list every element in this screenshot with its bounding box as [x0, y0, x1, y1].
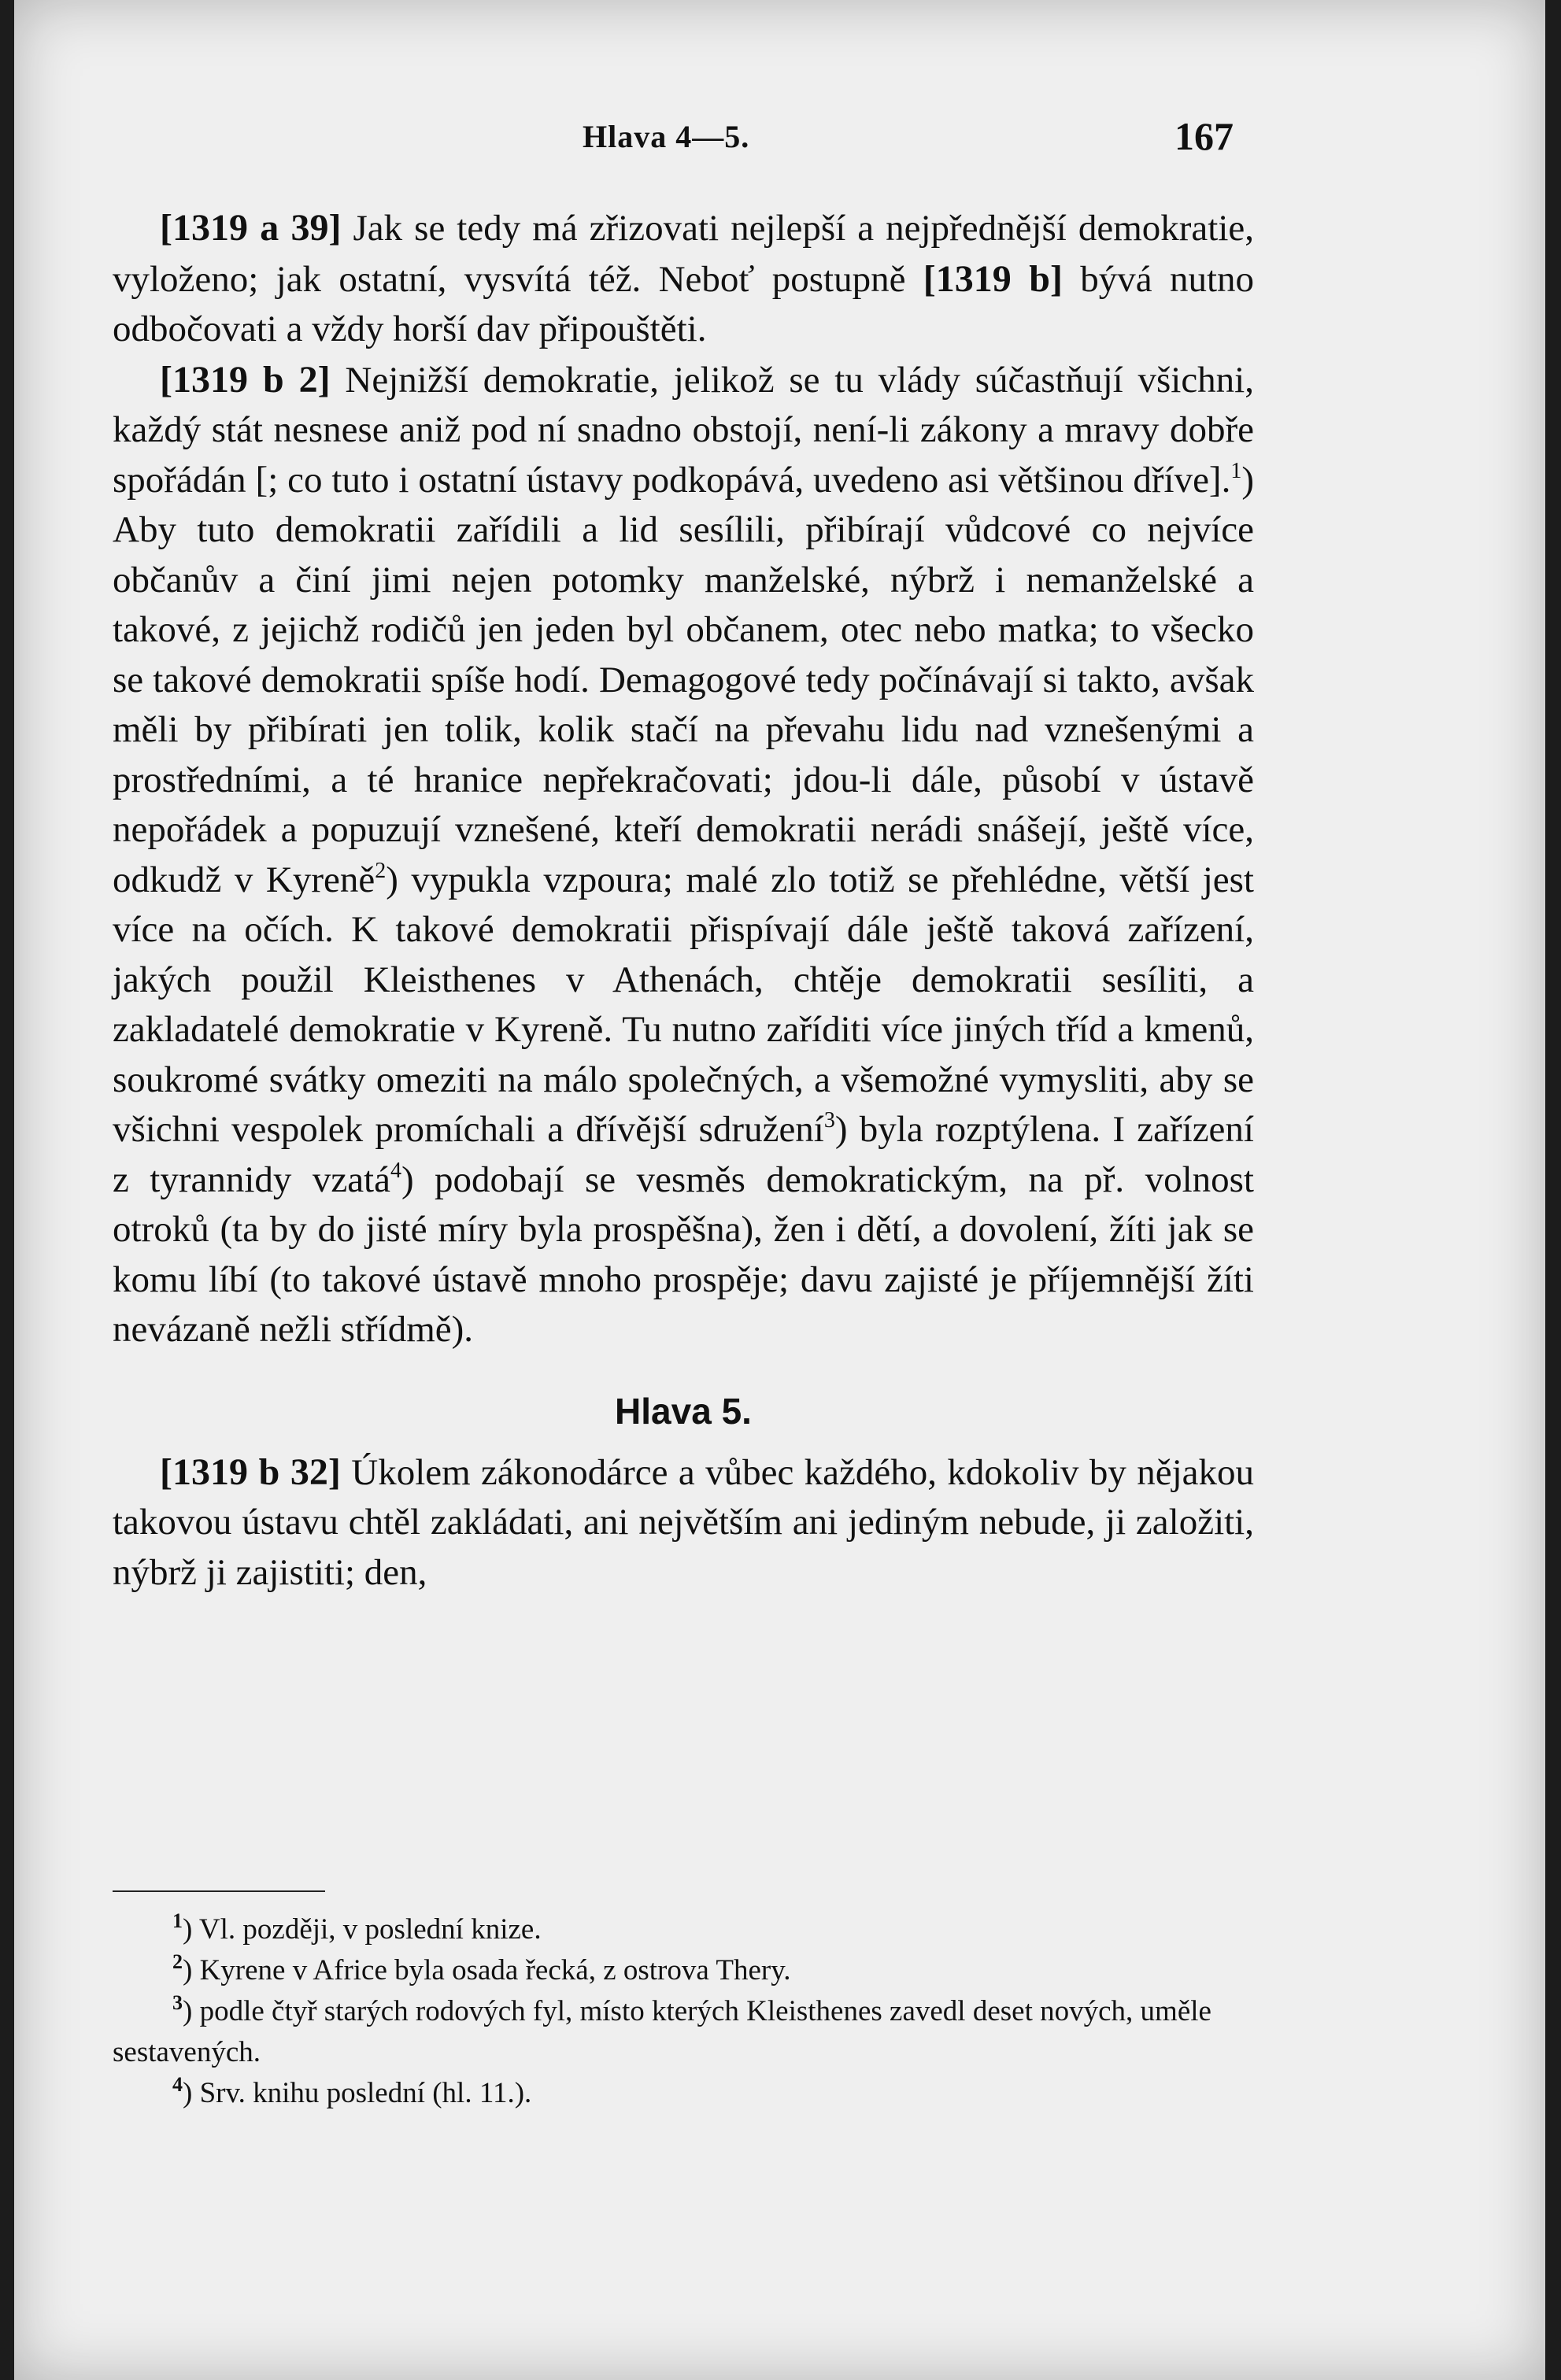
- paragraph-text: Jak se tedy má zřizovati nejlepší a nejpřednější demokratie, vyloženo; jak ostatní, vysvítá též. Neboť postupně: [113, 208, 1255, 300]
- paragraph-1319b32: [113, 1447, 1254, 1598]
- paragraph-1319b2: [113, 355, 1254, 1355]
- footnote-1: [113, 1909, 1254, 1950]
- footnote-3: [113, 1991, 1254, 2073]
- footnote-mark-2: 2: [375, 858, 387, 883]
- paragraph-text: bývá nutno odbočovati a vždy horší dav připouštěti.: [113, 258, 1255, 349]
- paragraph-text: Úkolem zákonodárce a vůbec každého, kdokoliv by nějakou takovou ústavu chtěl zakládati, ani největším ani jediným nebude, ji založiti, nýbrž ji zajistiti; den,: [113, 1451, 1255, 1593]
- paragraph-text: ) vypukla vzpoura; malé zlo totiž se přehlédne, větší jest více na očích. K takové demokratii přispívají dále ještě taková zařízení, jakých použil Kleisthenes v Athenách, chtěje demokratii sesíliti, a zakladatelé demokratie v Kyreně. Tu nutno zaříditi více jiných tříd a kmenů, soukromé svátky omeziti na málo společných, a všemožné vymysliti, aby se všichni vespolek promíchali a dřívější sdružení: [113, 859, 1254, 1150]
- bekker-reference: [1319 a 39]: [160, 207, 342, 249]
- footnote-text: ) Srv. knihu poslední (hl. 11.).: [183, 2077, 532, 2109]
- footnote-text: ) podle čtyř starých rodových fyl, místo kterých Kleisthenes zavedl deset nových, uměle sestavených.: [113, 1995, 1211, 2068]
- footnote-2: [113, 1950, 1254, 1991]
- book-page: [14, 0, 1545, 2380]
- running-header: [14, 114, 1545, 165]
- main-text: [113, 203, 1254, 1598]
- footnote-4: [113, 2073, 1254, 2114]
- bekker-reference: [1319 b]: [923, 257, 1063, 300]
- footnote-mark-4: 4: [390, 1158, 401, 1183]
- footnote-text: ) Vl. později, v poslední knize.: [183, 1913, 542, 1946]
- paragraph-text: ) podobají se vesměs demokratickým, na př. volnost otroků (ta by do jisté míry byla prospěšna), žen i dětí, a dovolení, žíti jak se komu líbí (to takové ústavě mnoho prospěje; davu zajisté je příjemnější žíti nevázaně nežli střídmě).: [113, 1159, 1254, 1350]
- bekker-reference: [1319 b 32]: [160, 1451, 341, 1493]
- footnote-mark: 4: [172, 2073, 183, 2096]
- bekker-reference: [1319 b 2]: [160, 358, 331, 401]
- footnote-text: ) Kyrene v Africe byla osada řecká, z ostrova Thery.: [183, 1954, 791, 1986]
- footnote-mark: 1: [172, 1909, 183, 1932]
- paragraph-text: ) Aby tuto demokratii zařídili a lid sesílili, přibírají vůdcové co nejvíce občanův a činí jimi nejen potomky manželské, nýbrž i nemanželské a takové, z jejichž rodičů jen jeden byl občanem, otec nebo matka; to všecko se takové demokratii spíše hodí. Demagogové tedy počínávají si takto, avšak měli by přibírati jen tolik, kolik stačí na převahu lidu nad vznešenými a prostředními, a té hranice nepřekračovati; jdou-li dále, působí v ústavě nepořádek a popuzují vznešené, kteří demokratii nerádi snášejí, ještě více, odkudž v Kyreně: [113, 459, 1254, 900]
- chapter-label: Hlava 4—5.: [583, 119, 750, 154]
- paragraph-text: ) byla rozptýlena. I zařízení z tyrannidy vzatá: [113, 1109, 1254, 1200]
- footnote-mark-3: 3: [823, 1108, 835, 1133]
- footnote-mark: 3: [172, 1991, 183, 2014]
- footnote-rule: [113, 1890, 325, 1892]
- footnote-mark: 2: [172, 1950, 183, 1973]
- section-heading: Hlava 5.: [615, 1390, 752, 1432]
- page-number: 167: [1174, 114, 1234, 158]
- footnotes: [113, 1890, 1254, 2114]
- paragraph-text: Nejnižší demokratie, jelikož se tu vlády súčastňují všichni, každý stát nesnese aniž pod ní snadno obstojí, není-li zákony a mravy dobře spořádán [; co tuto i ostatní ústavy podkopává, uvedeno asi většinou dříve].: [113, 359, 1254, 501]
- footnote-mark-1: 1: [1230, 458, 1242, 483]
- paragraph-1319a39: [113, 203, 1254, 355]
